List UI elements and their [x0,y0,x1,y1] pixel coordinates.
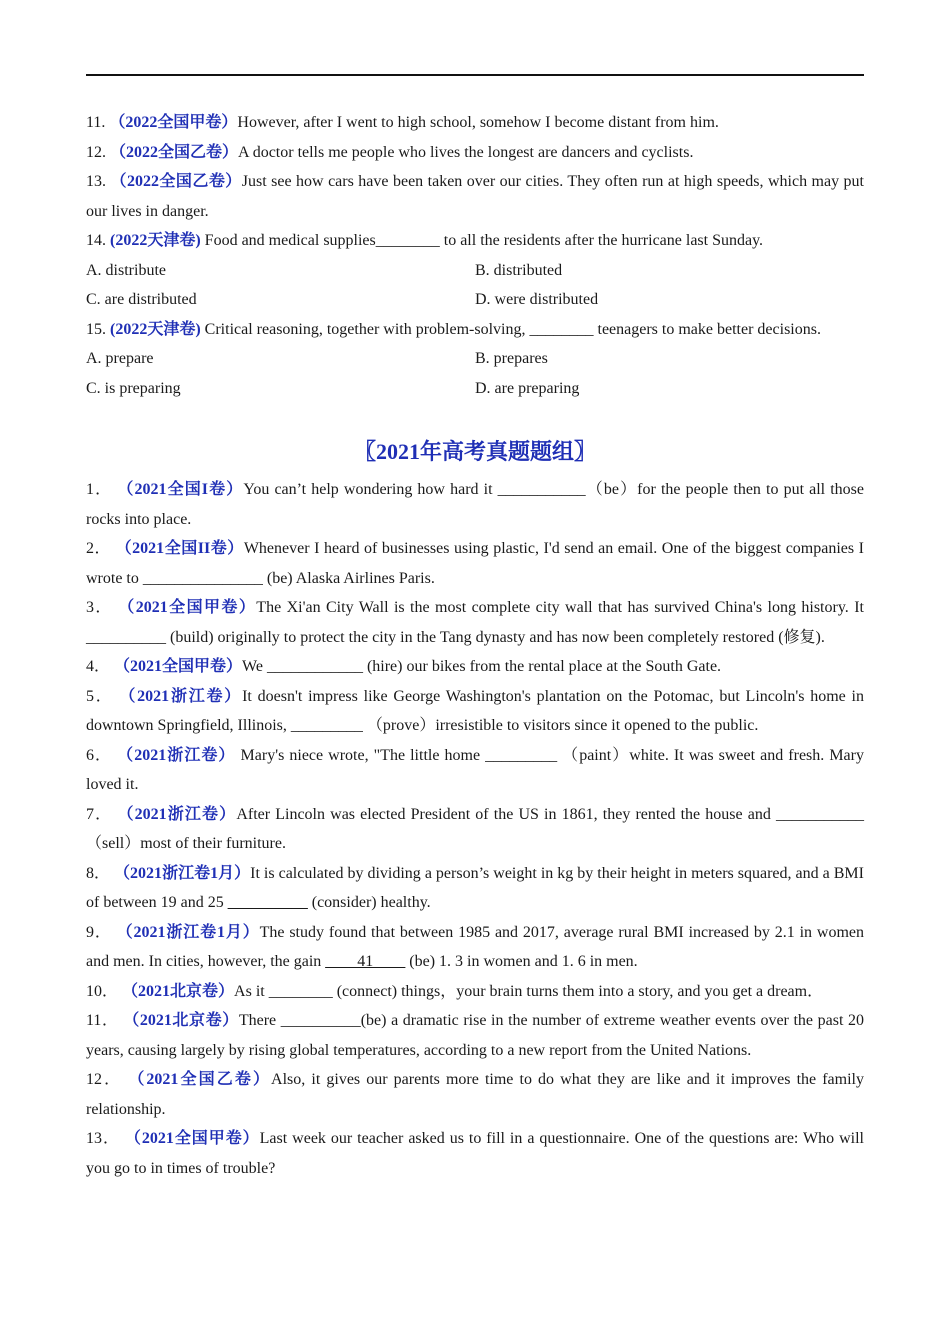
question-source: （2021全国II卷） [115,540,244,557]
option-c: C. is preparing [86,379,181,397]
question-number: 6． [86,746,113,764]
question-2021-5 [86,682,864,741]
question-text: Last week our teacher asked us to fill in a questionnaire. One of the questions are: Who will you go to in times of trouble? [86,1130,864,1177]
option-d: D. were distributed [475,291,599,308]
question-source: （2022全国甲卷） [109,114,238,131]
question-source: （2021北京卷） [123,1012,239,1029]
options-row [86,285,864,315]
question-2022-12 [86,138,864,168]
question-2021-1 [86,475,864,534]
question-number: 3． [86,599,113,616]
question-2021-10 [86,977,864,1007]
question-source: (2022天津卷) [110,232,201,249]
question-number: 2． [86,540,112,557]
question-source: (2022天津卷) [110,320,201,338]
question-number: 1． [86,481,113,498]
question-source: （2021全国I卷） [117,481,244,498]
question-text-after: (consider) healthy. [307,894,431,911]
question-2021-9 [86,918,864,977]
question-number: 15. [86,320,106,338]
question-2021-2 [86,534,864,593]
question-source: （2021全国乙卷） [128,1071,272,1088]
question-source: （2021全国甲卷） [114,658,243,675]
answer-blank: ____41____ [325,953,406,970]
question-text: Just see how cars have been taken over our cities. They often run at high speeds, which may put our lives in danger. [86,173,865,220]
question-source: （2021浙江卷） [119,687,243,705]
answer-blank: __________ [227,894,308,911]
option-b: B. distributed [475,261,563,279]
question-text: It doesn't impress like George Washington's plantation on the Potomac, but Lincoln's home in downtown Springfield, Illinois, _________ （prove）irresistible to visitors since it opened to the public. [86,687,864,734]
question-2022-11 [86,108,864,138]
question-number: 12． [86,1071,123,1088]
question-2021-6 [86,741,864,800]
question-2021-12 [86,1065,864,1124]
question-2022-13 [86,167,864,226]
option-d: D. are preparing [475,379,580,397]
question-2022-15 [86,315,864,345]
question-text: The Xi'an City Wall is the most complete city wall that has survived China's long history. It __________ (build) originally to protect the city in the Tang dynasty and has now been completely restored (修复). [86,599,864,646]
question-text: As it ________ (connect) things，your brain turns them into a story, and you get a dream． [234,982,824,1000]
question-text-after: (be) 1. 3 in women and 1. 6 in men. [405,953,638,970]
question-2022-14 [86,226,864,256]
question-number: 8． [86,864,111,882]
question-source: （2022全国乙卷） [110,143,239,161]
question-source: （2021浙江卷1月） [116,923,260,941]
question-number: 5． [86,687,114,705]
option-a: A. distribute [86,261,166,279]
option-c: C. are distributed [86,291,197,308]
question-source: （2021全国甲卷） [118,599,257,616]
option-b: B. prepares [475,350,548,367]
question-source: （2021浙江卷1月） [114,864,251,882]
question-source: （2022全国乙卷） [110,173,242,190]
question-source: （2021北京卷） [122,982,235,1000]
options-row [86,374,864,404]
question-2021-11 [86,1006,864,1065]
question-source: （2021全国甲卷） [124,1130,260,1147]
options-row [86,344,864,374]
question-number: 9． [86,923,112,941]
question-text: It is calculated by dividing a person’s weight in kg by their height in meters squared, and a BMI of between 19 and 25 [86,864,864,911]
question-text: We ____________ (hire) our bikes from the rental place at the South Gate. [242,658,722,675]
question-text: Food and medical supplies________ to all the residents after the hurricane last Sunday. [204,232,764,249]
question-text: There __________(be) a dramatic rise in the number of extreme weather events over the past 20 years, causing largely by rising global temperatures, according to a new report from the United Nations. [86,1012,864,1059]
header-rule [86,74,864,76]
question-2021-13 [86,1124,864,1183]
document-body [86,108,864,1183]
question-text: Mary's niece wrote, "The little home _________ （paint）white. It was sweet and fresh. Mary loved it. [86,746,864,793]
question-text: The study found that between 1985 and 2017, average rural BMI increased by 2.1 in women and men. In cities, however, the gain [86,923,864,970]
question-number: 14. [86,232,106,249]
options-row [86,256,864,286]
question-text: Also, it gives our parents more time to do what they are like and it improves the family relationship. [86,1071,864,1118]
question-number: 4． [86,658,111,675]
question-2021-4 [86,652,864,682]
question-source: （2021浙江卷） [117,746,236,764]
question-text: Critical reasoning, together with problem-solving, ________ teenagers to make better decisions. [204,320,821,338]
question-text: A doctor tells me people who lives the longest are dancers and cyclists. [238,143,694,161]
section-title: 〖2021年高考真题题组〗 [353,439,596,464]
question-number: 13． [86,1130,120,1147]
question-text: However, after I went to high school, somehow I become distant from him. [237,114,719,131]
question-2021-8 [86,859,864,918]
question-2021-3 [86,593,864,652]
question-number: 13. [86,173,106,190]
question-source: （2021浙江卷） [117,805,237,823]
question-number: 11． [86,1012,119,1029]
question-number: 11. [86,114,106,131]
question-text: After Lincoln was elected President of the US in 1861, they rented the house and ___________（sell）most of their furniture. [86,805,865,852]
question-number: 10． [86,982,119,1000]
question-number: 12. [86,143,106,161]
question-text: You can’t help wondering how hard it ___________（be）for the people then to put all those rocks into place. [86,481,865,528]
question-2021-7 [86,800,864,859]
option-a: A. prepare [86,350,154,367]
question-number: 7． [86,805,113,823]
question-text: Whenever I heard of businesses using plastic, I'd send an email. One of the biggest companies I wrote to _______________ (be) Alaska Airlines Paris. [86,540,864,587]
